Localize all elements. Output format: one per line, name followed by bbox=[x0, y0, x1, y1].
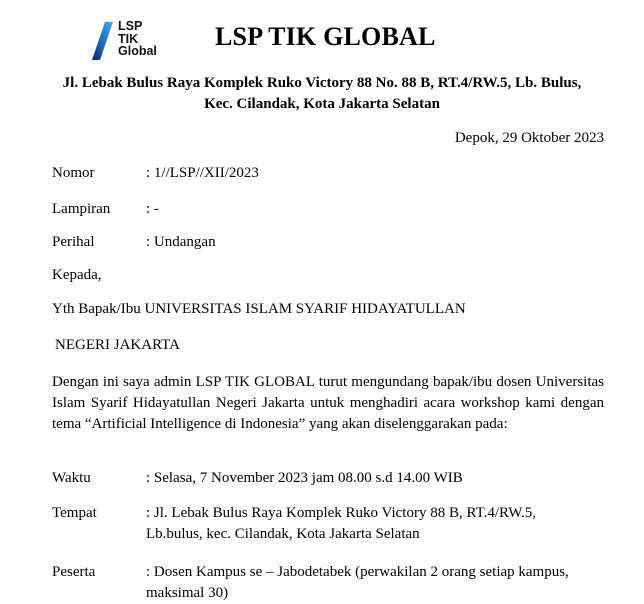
kepada-text: Kepada, bbox=[52, 267, 102, 283]
logo-line-global: Global bbox=[118, 44, 157, 58]
peserta-value: : Dosen Kampus se – Jabodetabek (perwakilan 2 orang setiap kampus, maksimal 30) bbox=[146, 564, 569, 601]
lampiran-label: Lampiran bbox=[52, 201, 111, 217]
logo-mark-icon bbox=[90, 20, 116, 62]
logo-line-tik: TIK bbox=[118, 31, 139, 46]
nomor-label: Nomor bbox=[52, 165, 95, 181]
tempat-value: : Jl. Lebak Bulus Raya Komplek Ruko Victory 88 B, RT.4/RW.5, Lb.bulus, kec. Cilandak, Kota Jakarta Selatan bbox=[146, 505, 536, 542]
peserta-label: Peserta bbox=[52, 564, 96, 580]
waktu-label: Waktu bbox=[52, 470, 91, 486]
lampiran-value: : - bbox=[146, 201, 159, 217]
recipient-line-2: NEGERI JAKARTA bbox=[55, 337, 180, 353]
recipient-line-1: Yth Bapak/Ibu UNIVERSITAS ISLAM SYARIF HIDAYATULLAN bbox=[52, 301, 466, 317]
logo-wordmark bbox=[118, 20, 180, 58]
invitation-paragraph: Dengan ini saya admin LSP TIK GLOBAL turut mengundang bapak/ibu dosen Universitas Islam Syarif Hidayatullan Negeri Jakarta untuk menghadiri acara workshop kami dengan tema “Artificial Intelligence di Indonesia” yang akan diselenggarakan pada: bbox=[52, 374, 604, 432]
organization-title: LSP TIK GLOBAL bbox=[215, 22, 436, 51]
lsp-tik-global-logo bbox=[90, 20, 180, 64]
perihal-value: : Undangan bbox=[146, 234, 216, 250]
organization-address: Jl. Lebak Bulus Raya Komplek Ruko Victory 88 No. 88 B, RT.4/RW.5, Lb. Bulus, Kec. Cilandak, Kota Jakarta Selatan bbox=[62, 75, 582, 112]
waktu-value: : Selasa, 7 November 2023 jam 08.00 s.d 14.00 WIB bbox=[146, 470, 463, 486]
logo-line-lsp: LSP bbox=[118, 19, 143, 33]
perihal-label: Perihal bbox=[52, 234, 95, 250]
nomor-value: : 1//LSP//XII/2023 bbox=[146, 165, 259, 181]
tempat-label: Tempat bbox=[52, 505, 97, 521]
letter-date: Depok, 29 Oktober 2023 bbox=[454, 130, 604, 146]
